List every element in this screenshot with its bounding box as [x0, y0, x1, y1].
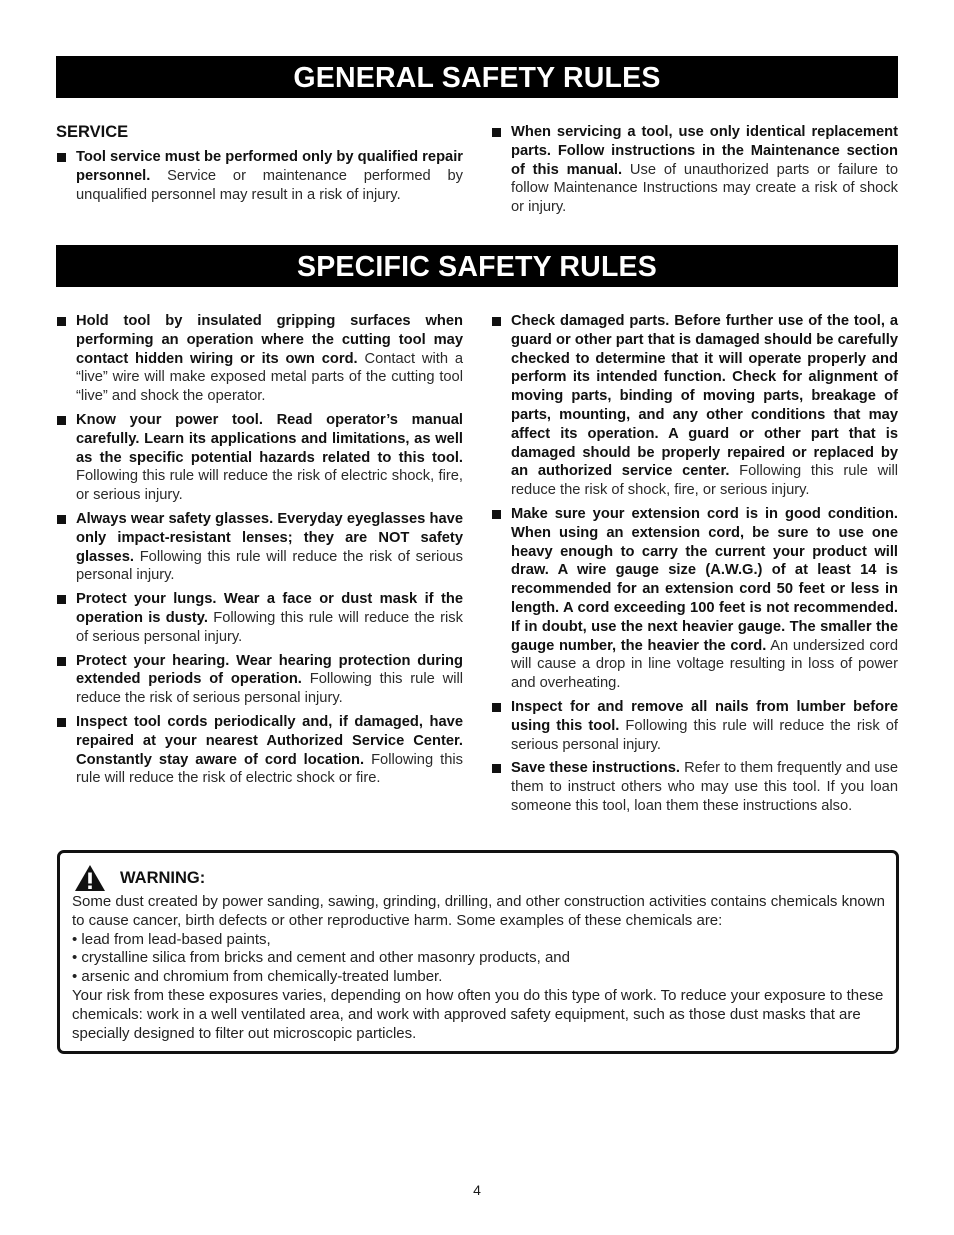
bullet-square-icon — [492, 703, 501, 712]
specific-left-column — [56, 312, 463, 793]
rule-normal-text: Following this rule will reduce the risk of electric shock or fire. — [76, 751, 463, 787]
rule-item — [491, 123, 898, 217]
warning-title: WARNING: — [120, 868, 206, 887]
general-right-column — [491, 123, 898, 222]
rule-bold-text: Save these instructions. — [511, 760, 680, 777]
bullet-square-icon — [57, 153, 66, 162]
warning-bullet: • lead from lead-based paints, — [72, 930, 271, 948]
rule-item — [491, 759, 898, 815]
bullet-square-icon — [492, 128, 501, 137]
rule-item — [56, 510, 463, 585]
rule-normal-text: An undersized cord will cause a drop in line voltage resulting in loss of power and overheating. — [511, 637, 898, 692]
rule-bold-text: Check damaged parts. Before further use of the tool, a guard or other part that is damaged should be carefully checked to determine that it will operate properly and perform its intended function. Check for alignment of moving parts, binding of moving parts, breakage of parts, mounting, and any other conditions that may affect its operation. A guard or other part that is damaged should be properly repaired or replaced by an authorized service center. — [511, 313, 898, 480]
warning-bullet: • arsenic and chromium from chemically-treated lumber. — [72, 968, 443, 986]
rule-normal-text: Service or maintenance performed by unqualified personnel may result in a risk of injury. — [76, 167, 463, 203]
rule-bold-text: Always wear safety glasses. Everyday eyeglasses have only impact-resistant lenses; they are NOT safety glasses. — [76, 510, 463, 565]
rule-normal-text: Following this rule will reduce the risk of electric shock, fire, or serious injury. — [76, 468, 463, 504]
rule-normal-text: Refer to them frequently and use them to instruct others who may use this tool. If you loan someone this tool, loan them these instructions also. — [511, 760, 898, 814]
warning-bullet: • crystalline silica from bricks and cement and other masonry products, and — [72, 949, 570, 967]
rule-bold-text: Inspect tool cords periodically and, if damaged, have repaired at your nearest Authorized Service Center. Constantly stay aware of cord location. — [76, 713, 463, 768]
warning-intro: Some dust created by power sanding, sawing, grinding, drilling, and other construction activities contains chemicals known to cause cancer, birth defects or other reproductive harm. Some examples of these chemicals are: — [72, 893, 885, 929]
specific-left-list — [56, 312, 463, 788]
general-safety-rules-banner: GENERAL SAFETY RULES — [56, 56, 898, 98]
rule-item — [56, 148, 463, 204]
warning-outro: Your risk from these exposures varies, depending on how often you do this type of work. To reduce your exposure to these chemicals: work in a well ventilated area, and work with approved safety equipment, such as those dust masks that are specially designed to filter out microscopic particles. — [72, 986, 884, 1042]
general-left-list — [56, 148, 463, 204]
bullet-square-icon — [57, 657, 66, 666]
warning-triangle-icon — [74, 864, 106, 892]
rule-item — [56, 411, 463, 505]
rule-normal-text: Following this rule will reduce the risk of serious personal injury. — [511, 717, 898, 753]
service-heading: SERVICE — [56, 123, 129, 141]
rule-item — [491, 312, 898, 500]
rule-bold-text: Protect your hearing. Wear hearing protection during extended periods of operation. — [76, 652, 463, 688]
bullet-square-icon — [492, 317, 501, 326]
rule-normal-text: Following this rule will reduce the risk of shock, fire, or serious injury. — [511, 463, 898, 499]
rule-item — [56, 713, 463, 788]
bullet-square-icon — [57, 718, 66, 727]
rule-bold-text: Make sure your extension cord is in good condition. When using an extension cord, be sure to use one heavy enough to carry the current your product will draw. A wire gauge size (A.W.G.) of at least 14 is recommended for an extension cord 50 feet or less in length. A cord exceeding 100 feet is not recommended. If in doubt, use the next heavier gauge. The smaller the gauge number, the heavier the cord. — [511, 505, 898, 654]
specific-right-list — [491, 312, 898, 816]
rule-normal-text: Following this rule will reduce the risk of serious personal injury. — [76, 671, 463, 707]
specific-right-column — [491, 312, 898, 821]
rule-bold-text: When servicing a tool, use only identical replacement parts. Follow instructions in the Maintenance section of this manual. — [511, 124, 898, 178]
general-left-column — [56, 123, 463, 209]
specific-safety-rules-banner: SPECIFIC SAFETY RULES — [56, 245, 898, 287]
rule-bold-text: Inspect for and remove all nails from lumber before using this tool. — [511, 698, 898, 734]
rule-item — [491, 505, 898, 693]
rule-normal-text: Contact with a “live” wire will make exposed metal parts of the cutting tool “live” and shock the operator. — [76, 350, 464, 405]
rule-item — [491, 698, 898, 754]
rule-item — [56, 652, 463, 708]
warning-box — [57, 850, 899, 1054]
rule-bold-text: Hold tool by insulated gripping surfaces when performing an operation where the cutting tool may contact hidden wiring or its own cord. — [76, 313, 463, 367]
bullet-square-icon — [492, 764, 501, 773]
rule-normal-text: Following this rule will reduce the risk of serious personal injury. — [76, 548, 463, 584]
rule-normal-text: Following this rule will reduce the risk of serious personal injury. — [76, 609, 463, 645]
rule-bold-text: Know your power tool. Read operator’s manual carefully. Learn its applications and limitations, as well as the specific potential hazards related to this tool. — [76, 411, 463, 466]
rule-normal-text: Use of unauthorized parts or failure to follow Maintenance Instructions may create a risk of shock or injury. — [511, 161, 898, 216]
bullet-square-icon — [57, 317, 66, 326]
bullet-square-icon — [57, 416, 66, 425]
bullet-square-icon — [492, 510, 501, 519]
page-number: 4 — [473, 1182, 481, 1198]
rule-item — [56, 590, 463, 646]
warning-header — [74, 864, 205, 892]
bullet-square-icon — [57, 515, 66, 524]
rule-bold-text: Protect your lungs. Wear a face or dust mask if the operation is dusty. — [76, 591, 463, 626]
warning-body — [72, 893, 886, 1043]
general-right-list — [491, 123, 898, 217]
rule-item — [56, 312, 463, 406]
bullet-square-icon — [57, 595, 66, 604]
rule-bold-text: Tool service must be performed only by qualified repair personnel. — [76, 149, 463, 184]
